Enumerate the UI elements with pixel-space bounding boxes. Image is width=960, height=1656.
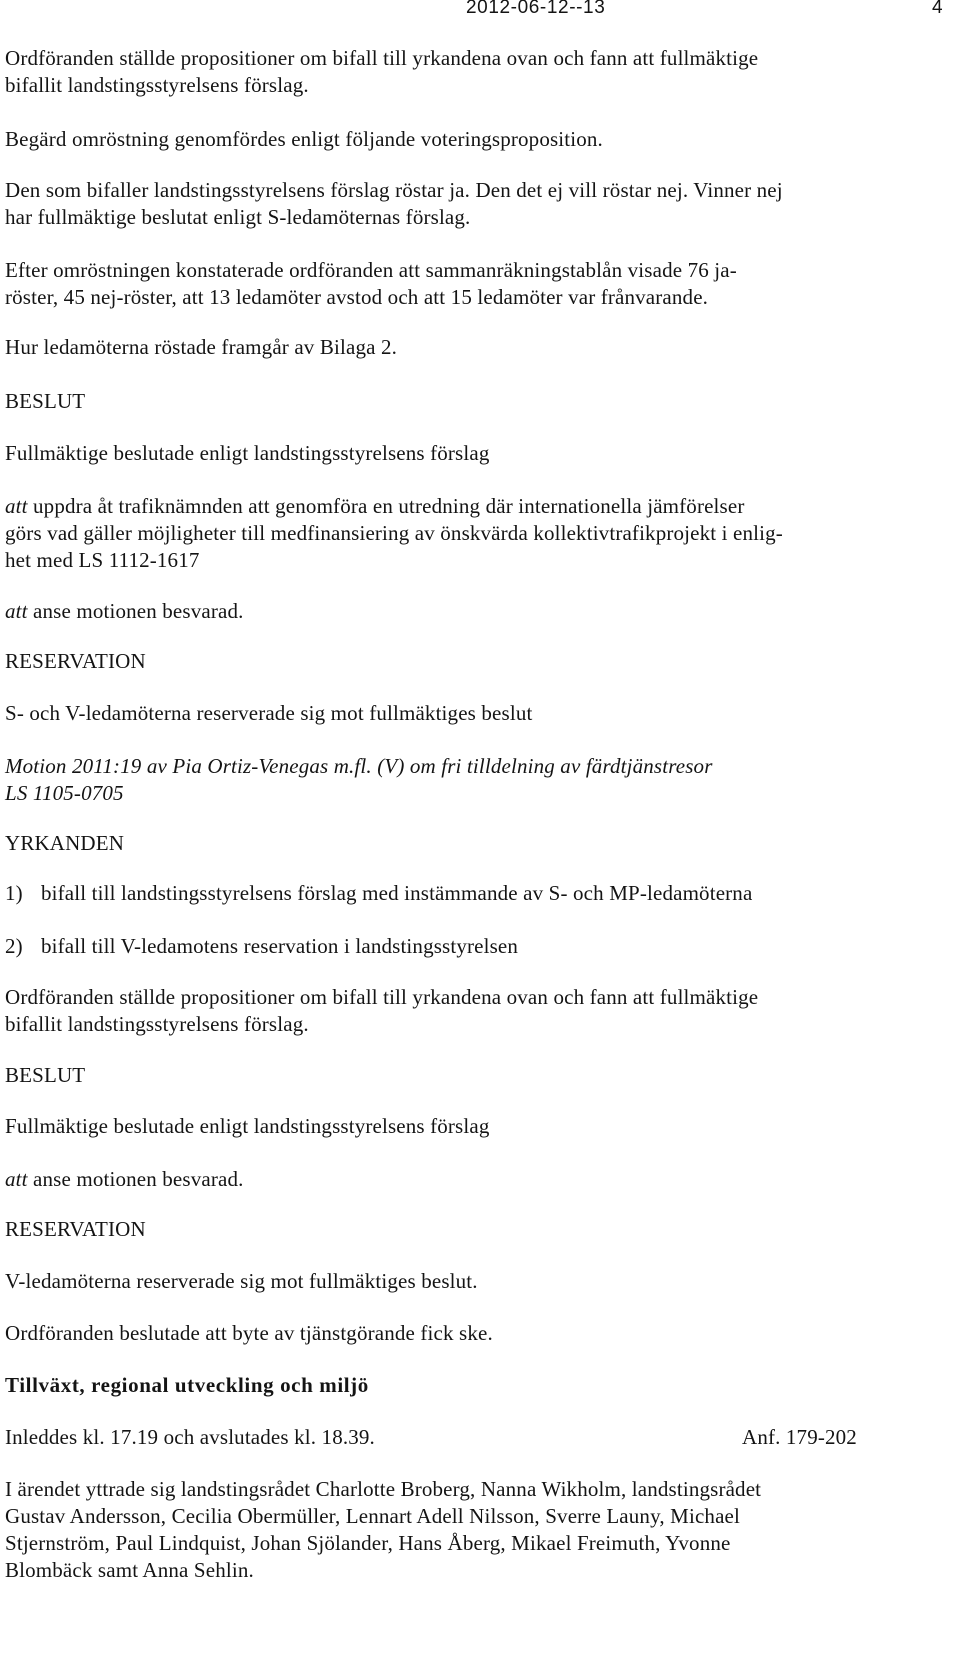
att-clause xyxy=(5,1166,244,1193)
att-clause xyxy=(5,598,244,625)
paragraph: V-ledamöterna reserverade sig mot fullmäktiges beslut. xyxy=(5,1269,478,1293)
yrkande-item xyxy=(5,933,518,960)
att-clause xyxy=(5,493,744,520)
yrkande-number: 2) xyxy=(5,934,23,958)
header-page-number: 4 xyxy=(932,0,943,18)
paragraph-line: Efter omröstningen konstaterade ordföranden att sammanräkningstablån visade 76 ja- xyxy=(5,258,737,282)
yrkande-number: 1) xyxy=(5,881,23,905)
motion-reference: LS 1105-0705 xyxy=(5,781,124,805)
session-times: Inleddes kl. 17.19 och avslutades kl. 18.39. xyxy=(5,1425,375,1449)
paragraph-line: Ordföranden ställde propositioner om bifall till yrkandena ovan och fann att fullmäktige xyxy=(5,46,759,70)
anforande-range: Anf. 179-202 xyxy=(742,1425,857,1449)
paragraph: Fullmäktige beslutade enligt landstingsstyrelsens förslag xyxy=(5,1114,490,1138)
heading-yrkanden: YRKANDEN xyxy=(5,831,125,855)
session-times-row xyxy=(5,1424,955,1451)
att-word: att xyxy=(5,599,28,623)
paragraph-line: Gustav Andersson, Cecilia Obermüller, Lennart Adell Nilsson, Sverre Launy, Michael xyxy=(5,1504,741,1528)
att-clause-text: uppdra åt trafiknämnden att genomföra en utredning där internationella jämförelser xyxy=(33,494,745,518)
yrkande-text: bifall till V-ledamotens reservation i landstingsstyrelsen xyxy=(41,934,519,958)
heading-reservation: RESERVATION xyxy=(5,649,146,673)
paragraph-line: I ärendet yttrade sig landstingsrådet Charlotte Broberg, Nanna Wikholm, landstingsrådet xyxy=(5,1477,762,1501)
heading-reservation: RESERVATION xyxy=(5,1217,146,1241)
paragraph-line: bifallit landstingsstyrelsens förslag. xyxy=(5,1012,309,1036)
yrkande-text: bifall till landstingsstyrelsens förslag med instämmande av S- och MP-ledamöterna xyxy=(41,881,753,905)
paragraph: Hur ledamöterna röstade framgår av Bilaga 2. xyxy=(5,335,398,359)
att-word: att xyxy=(5,494,28,518)
att-word: att xyxy=(5,1167,28,1191)
paragraph-line: het med LS 1112-1617 xyxy=(5,548,200,572)
heading-beslut: BESLUT xyxy=(5,389,86,413)
paragraph: Fullmäktige beslutade enligt landstingsstyrelsens förslag xyxy=(5,441,490,465)
paragraph-line: röster, 45 nej-röster, att 13 ledamöter avstod och att 15 ledamöter var frånvarande. xyxy=(5,285,709,309)
paragraph-line: görs vad gäller möjligheter till medfinansiering av önskvärda kollektivtrafikprojekt i enlig- xyxy=(5,521,783,545)
header-date: 2012-06-12--13 xyxy=(466,0,606,18)
paragraph: Ordföranden beslutade att byte av tjänstgörande fick ske. xyxy=(5,1321,493,1345)
paragraph: Begärd omröstning genomfördes enligt följande voteringsproposition. xyxy=(5,127,603,151)
paragraph-line: Blombäck samt Anna Sehlin. xyxy=(5,1558,254,1582)
section-title: Tillväxt, regional utveckling och miljö xyxy=(5,1373,369,1397)
motion-title: Motion 2011:19 av Pia Ortiz-Venegas m.fl. (V) om fri tilldelning av färdtjänstresor xyxy=(5,754,713,778)
paragraph-line: Ordföranden ställde propositioner om bifall till yrkandena ovan och fann att fullmäktige xyxy=(5,985,759,1009)
yrkande-item xyxy=(5,880,752,907)
att-clause-text: anse motionen besvarad. xyxy=(33,1167,244,1191)
att-clause-text: anse motionen besvarad. xyxy=(33,599,244,623)
paragraph-line: Stjernström, Paul Lindquist, Johan Sjölander, Hans Åberg, Mikael Freimuth, Yvonne xyxy=(5,1531,731,1555)
paragraph: S- och V-ledamöterna reserverade sig mot fullmäktiges beslut xyxy=(5,701,533,725)
paragraph-line: har fullmäktige beslutat enligt S-ledamöternas förslag. xyxy=(5,205,471,229)
heading-beslut: BESLUT xyxy=(5,1063,86,1087)
paragraph-line: Den som bifaller landstingsstyrelsens förslag röstar ja. Den det ej vill röstar nej. Vinner nej xyxy=(5,178,783,202)
paragraph-line: bifallit landstingsstyrelsens förslag. xyxy=(5,73,309,97)
